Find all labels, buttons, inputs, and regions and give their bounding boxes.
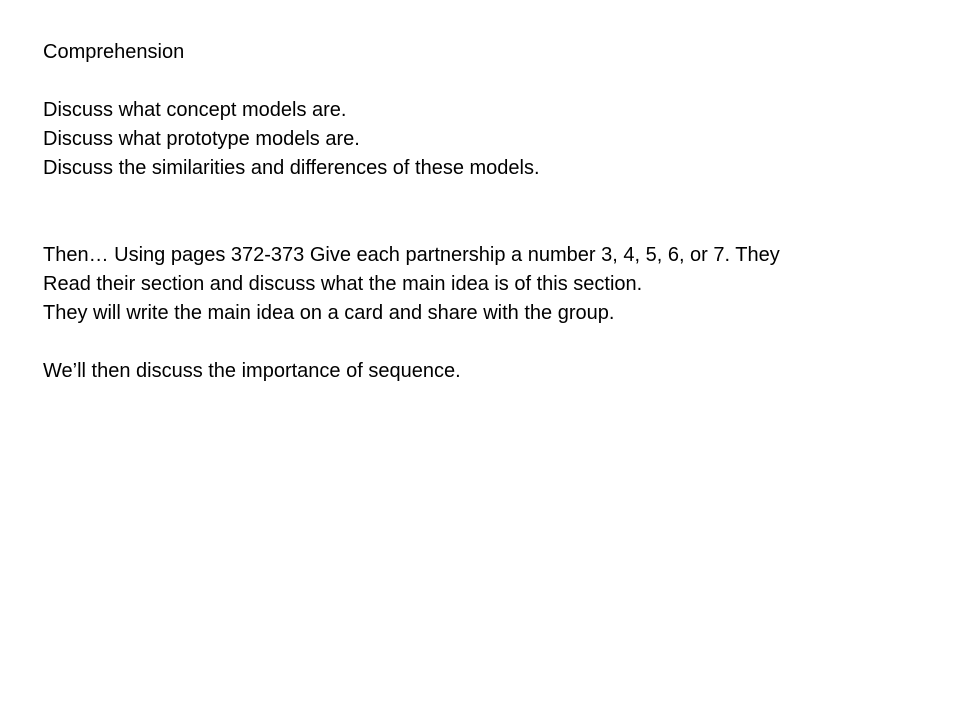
slide-content: [43, 38, 943, 386]
discussion-item-prototype-models: Discuss what prototype models are.: [43, 128, 360, 150]
spacer: [43, 183, 943, 241]
activity-line-1: Then… Using pages 372-373 Give each partnership a number 3, 4, 5, 6, or 7. They: [43, 244, 780, 266]
activity-line-2: Read their section and discuss what the main idea is of this section.: [43, 273, 643, 295]
discussion-item-concept-models: Discuss what concept models are.: [43, 99, 347, 121]
slide-heading: Comprehension: [43, 41, 185, 63]
activity-line-3: They will write the main idea on a card and share with the group.: [43, 302, 615, 324]
spacer: [43, 67, 943, 96]
discussion-item-similarities: Discuss the similarities and differences of these models.: [43, 157, 540, 179]
closing-line: We’ll then discuss the importance of sequence.: [43, 360, 461, 382]
spacer: [43, 328, 943, 357]
